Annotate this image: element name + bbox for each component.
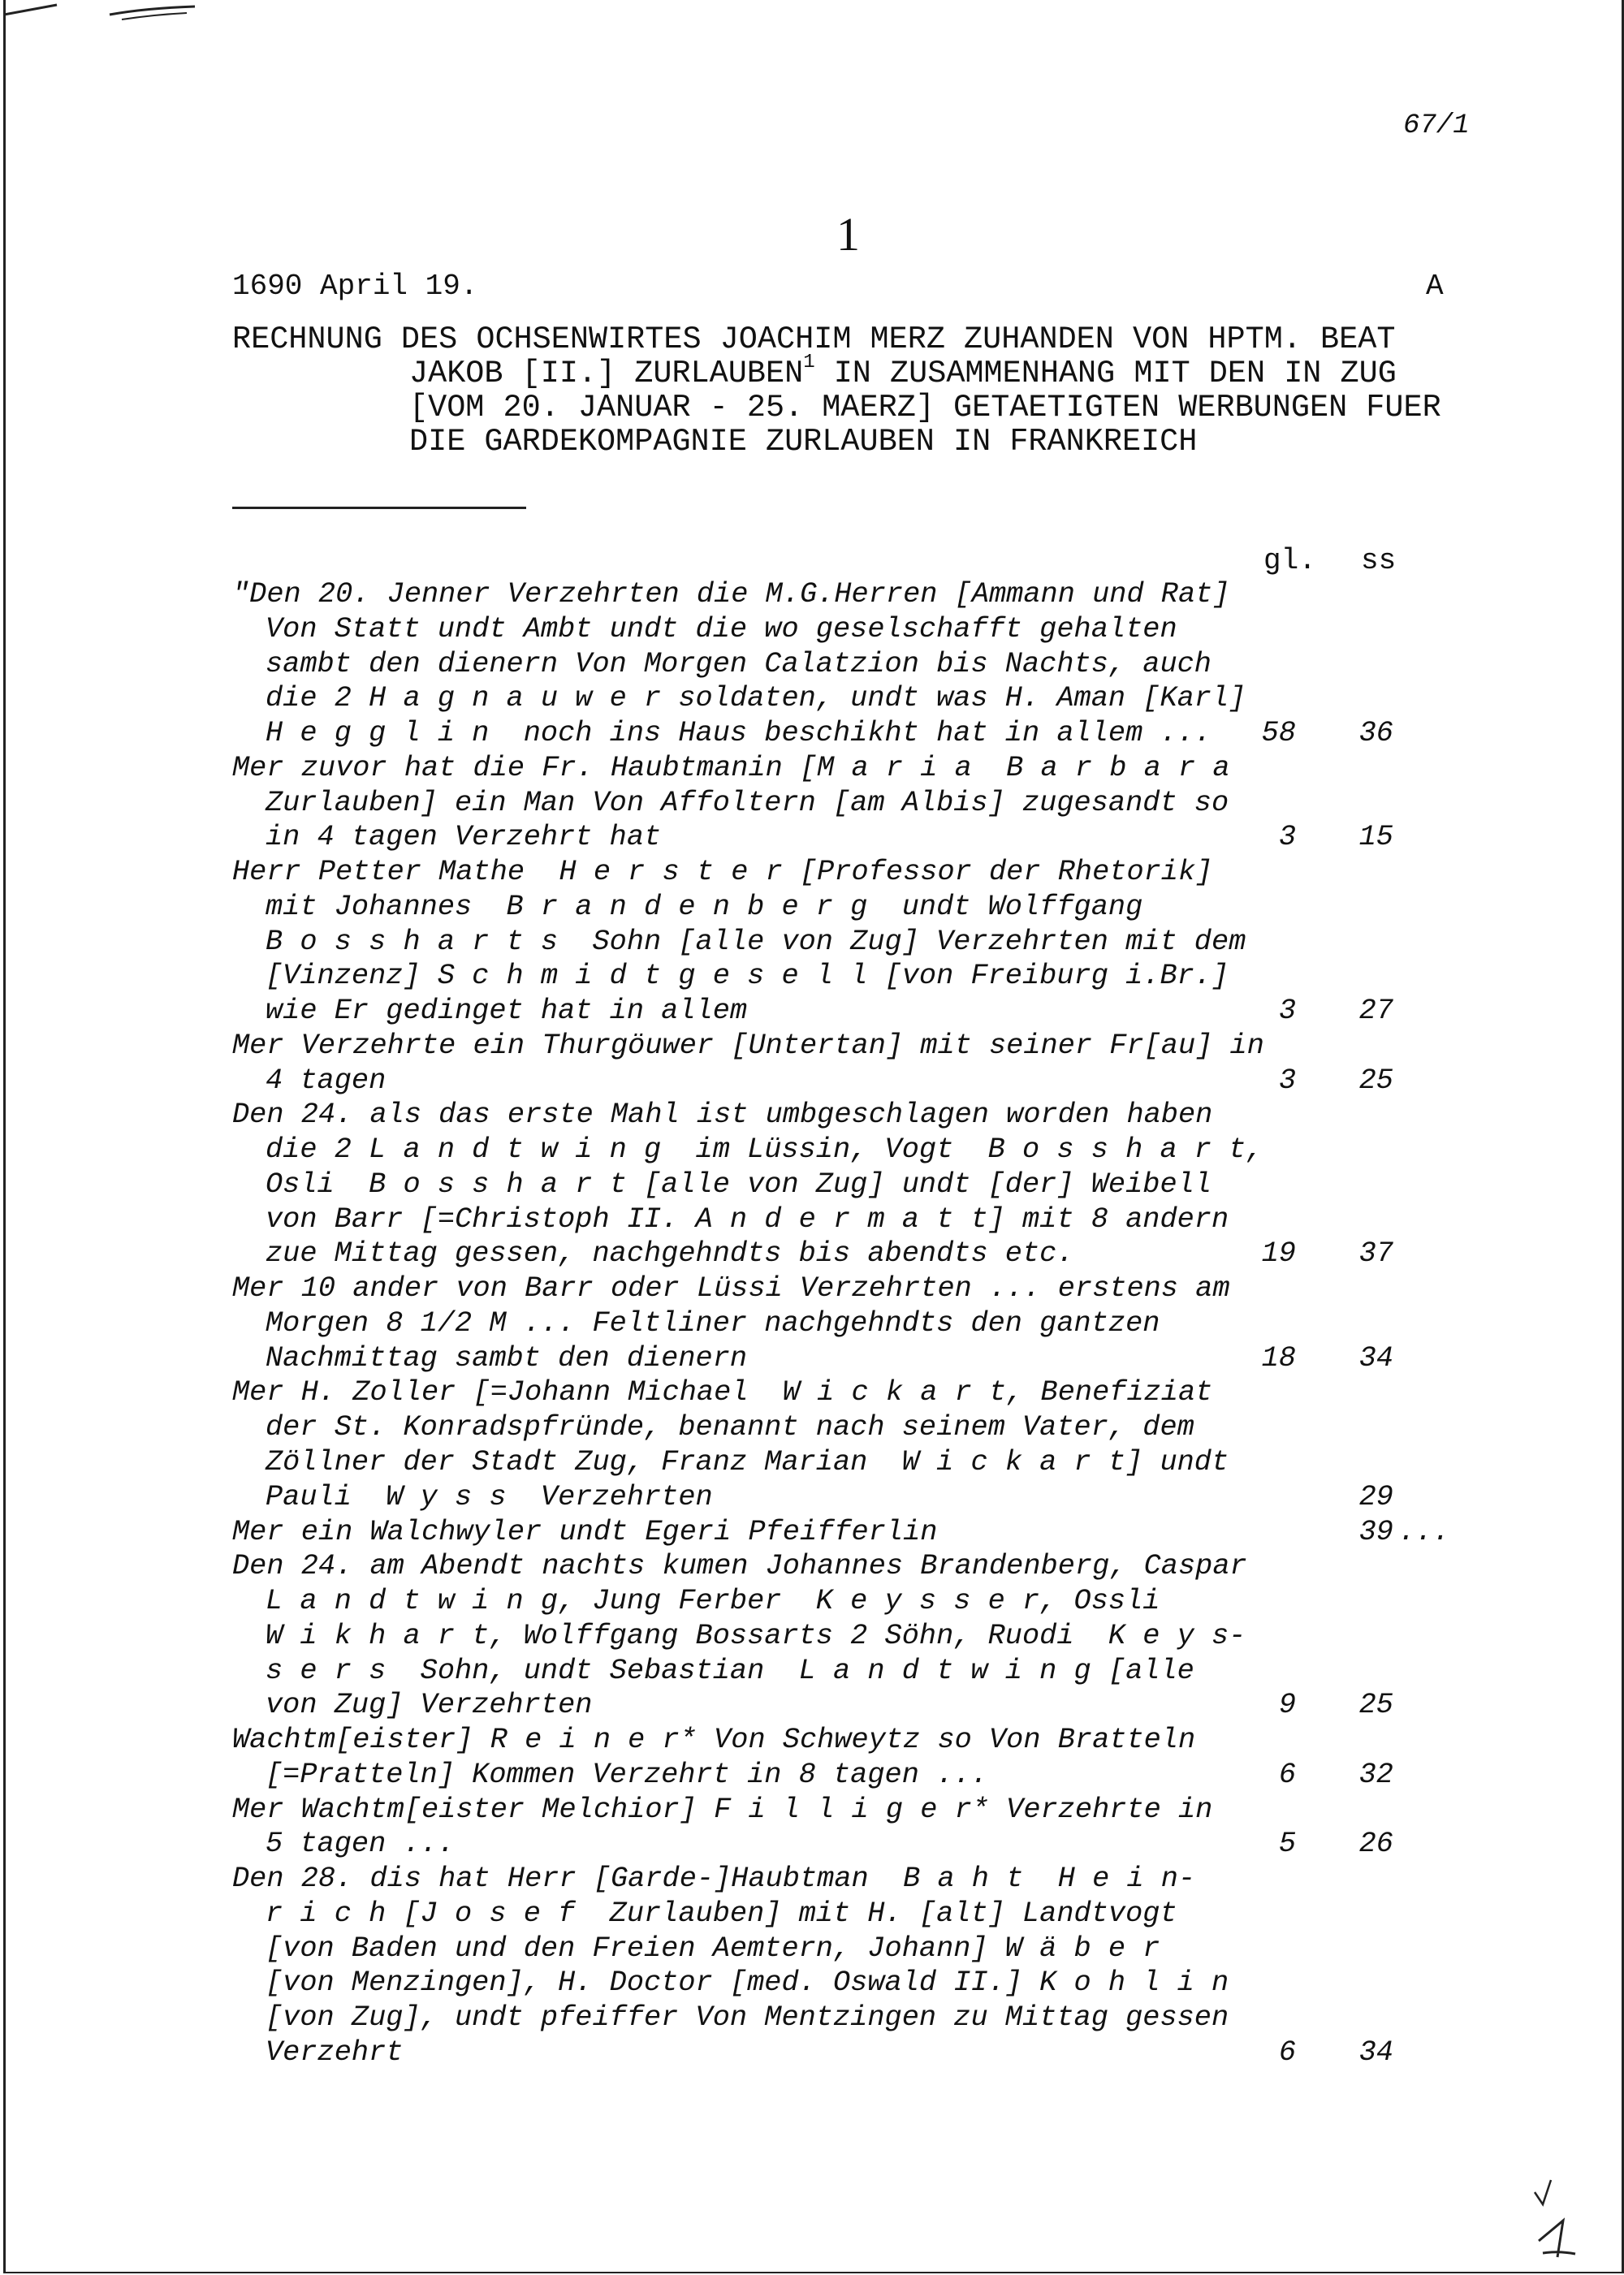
column-header-ss: ss <box>1361 544 1397 577</box>
entry-line <box>0 613 1624 647</box>
amount-gulden: 3 <box>1278 995 1296 1028</box>
amount-schilling: 32 <box>1358 1758 1393 1791</box>
entry-line <box>0 821 1624 855</box>
amount-gulden: 18 <box>1261 1341 1296 1375</box>
entry-line <box>0 717 1624 751</box>
entry-line <box>0 1724 1624 1758</box>
entry-line <box>0 1759 1624 1793</box>
entry-line <box>0 891 1624 925</box>
title-line <box>409 352 1397 391</box>
amount-schilling: 27 <box>1358 995 1393 1028</box>
entry-text: Mer 10 ander von Barr oder Lüssi Verzehrten ... erstens am <box>232 1272 1230 1306</box>
document-date: 1690 April 19. <box>232 270 478 303</box>
entry-line <box>0 1272 1624 1306</box>
entry-text: Den 24. als das erste Mahl ist umbgeschlagen worden haben <box>232 1099 1213 1132</box>
entry-text: zue Mittag gessen, nachgehndts bis abendts etc. <box>266 1237 1074 1271</box>
entry-line <box>0 1828 1624 1862</box>
entry-line <box>0 1376 1624 1410</box>
entry-text: Herr Petter Mathe H e r s t e r [Professor der Rhetorik] <box>232 856 1213 889</box>
entry-line <box>0 856 1624 890</box>
entry-text: Verzehrt <box>266 2035 404 2069</box>
entry-text: sambt den dienern Von Morgen Calatzion bis Nachts, auch <box>266 647 1212 680</box>
footnote-mark: 1 <box>803 352 815 373</box>
entry-line <box>0 787 1624 821</box>
amount-schilling: 26 <box>1358 1828 1393 1861</box>
title-line: RECHNUNG DES OCHSENWIRTES JOACHIM MERZ ZUHANDEN VON HPTM. BEAT <box>232 322 1396 357</box>
entry-line <box>0 2036 1624 2070</box>
entry-text: der St. Konradspfründe, benannt nach seinem Vater, dem <box>266 1411 1194 1444</box>
entry-text: Den 28. dis hat Herr [Garde-]Haubtman B a h t H e i n- <box>232 1863 1196 1896</box>
entry-line <box>0 1897 1624 1932</box>
entry-line <box>0 1585 1624 1619</box>
entry-line <box>0 1307 1624 1341</box>
amount-gulden: 6 <box>1278 1758 1296 1791</box>
entry-text: Morgen 8 1/2 M ... Feltliner nachgehndts den gantzen <box>266 1306 1160 1340</box>
entry-text: Osli B o s s h a r t [alle von Zug] undt [der] Weibell <box>266 1168 1212 1201</box>
entry-text: [von Menzingen], H. Doctor [med. Oswald II.] K o h l i n <box>266 1966 1229 2000</box>
entry-text: Nachmittag sambt den dienern <box>266 1341 748 1375</box>
amount-gulden: 5 <box>1278 1828 1296 1861</box>
entry-line <box>0 1411 1624 1445</box>
entry-text: 5 tagen ... <box>266 1828 455 1861</box>
entry-text: B o s s h a r t s Sohn [alle von Zug] Verzehrten mit dem <box>266 925 1246 958</box>
entry-text: Mer Wachtm[eister Melchior] F i l l i g e r* Verzehrte in <box>232 1793 1213 1826</box>
entry-line <box>0 1133 1624 1168</box>
entry-line <box>0 1932 1624 1966</box>
amount-schilling: 36 <box>1358 717 1393 750</box>
entry-line <box>0 682 1624 716</box>
folio-number: 67/1 <box>1403 110 1470 141</box>
entry-text: s e r s Sohn, undt Sebastian L a n d t w i n g [alle <box>266 1654 1194 1687</box>
entry-text: [von Zug], undt pfeiffer Von Mentzingen zu Mittag gessen <box>266 2001 1229 2035</box>
entry-text: Pauli W y s s Verzehrten <box>266 1480 713 1513</box>
entry-text: in 4 tagen Verzehrt hat <box>266 821 662 854</box>
entry-text: Mer zuvor hat die Fr. Haubtmanin [M a r i a B a r b a r a <box>232 751 1230 784</box>
entry-text: H e g g l i n noch ins Haus beschikht hat in allem ... <box>266 717 1212 750</box>
entry-line <box>0 1689 1624 1723</box>
amount-schilling: 15 <box>1358 821 1393 854</box>
title-text: JAKOB [II.] ZURLAUBEN <box>409 356 804 391</box>
entry-line <box>0 1342 1624 1376</box>
entry-text: [=Pratteln] Kommen Verzehrt in 8 tagen ... <box>266 1758 988 1791</box>
entry-line <box>0 1030 1624 1064</box>
entry-text: L a n d t w i n g, Jung Ferber K e y s s e r, Ossli <box>266 1585 1160 1618</box>
entry-line <box>0 1064 1624 1099</box>
entry-line <box>0 578 1624 612</box>
entry-line <box>0 1550 1624 1584</box>
amount-gulden: 6 <box>1278 2035 1296 2069</box>
amount-schilling: 34 <box>1358 2035 1393 2069</box>
entry-text: wie Er gedinget hat in allem <box>266 995 748 1028</box>
entry-line <box>0 926 1624 960</box>
entry-line <box>0 995 1624 1029</box>
entry-text: die 2 L a n d t w i n g im Lüssin, Vogt B o s s h a r t, <box>266 1133 1263 1167</box>
entry-text: r i c h [J o s e f Zurlauben] mit H. [alt] Landtvogt <box>266 1897 1177 1930</box>
entry-text: Mer ein Walchwyler undt Egeri Pfeifferlin <box>232 1515 938 1548</box>
title-line: [VOM 20. JANUAR - 25. MAERZ] GETAETIGTEN WERBUNGEN FUER <box>409 390 1441 425</box>
entry-line <box>0 1966 1624 2001</box>
entry-line <box>0 648 1624 682</box>
entry-line <box>0 1481 1624 1515</box>
amount-schilling: 29 <box>1358 1480 1393 1513</box>
entry-line <box>0 1168 1624 1202</box>
amount-schilling: 39 <box>1358 1515 1393 1548</box>
amount-gulden: 9 <box>1278 1689 1296 1722</box>
separator-rule <box>232 507 526 509</box>
amount-gulden: 19 <box>1261 1237 1296 1271</box>
amount-continuation: ... <box>1398 1515 1450 1548</box>
entry-text: "Den 20. Jenner Verzehrten die M.G.Herren [Ammann und Rat] <box>232 578 1230 611</box>
entry-text: Wachtm[eister] R e i n e r* Von Schweytz so Von Bratteln <box>232 1724 1196 1757</box>
entry-text: [von Baden und den Freien Aemtern, Johann] W ä b e r <box>266 1932 1160 1965</box>
entry-text: von Barr [=Christoph II. A n d e r m a t t] mit 8 andern <box>266 1202 1229 1236</box>
scribble-marks <box>0 0 211 24</box>
entry-text: Zurlauben] ein Man Von Affoltern [am Albis] zugesandt so <box>266 786 1229 819</box>
entry-text: [Vinzenz] S c h m i d t g e s e l l [von Freiburg i.Br.] <box>266 960 1229 993</box>
amount-gulden: 3 <box>1278 1064 1296 1097</box>
entry-line <box>0 1203 1624 1237</box>
entry-text: 4 tagen <box>266 1064 387 1097</box>
amount-schilling: 25 <box>1358 1689 1393 1722</box>
entry-text: Den 24. am Abendt nachts kumen Johannes Brandenberg, Caspar <box>232 1550 1247 1583</box>
entry-line <box>0 1516 1624 1550</box>
entry-text: mit Johannes B r a n d e n b e r g undt Wolffgang <box>266 890 1143 923</box>
entry-line <box>0 1237 1624 1271</box>
amount-schilling: 34 <box>1358 1341 1393 1375</box>
entry-text: Von Statt undt Ambt undt die wo geselschafft gehalten <box>266 612 1177 645</box>
amount-gulden: 58 <box>1261 717 1296 750</box>
document-number: 1 <box>836 208 860 261</box>
entry-line <box>0 1794 1624 1828</box>
entry-text: die 2 H a g n a u w e r soldaten, undt was H. Aman [Karl] <box>266 682 1246 715</box>
entry-text: W i k h a r t, Wolffgang Bossarts 2 Söhn, Ruodi K e y s- <box>266 1619 1246 1652</box>
amount-gulden: 3 <box>1278 821 1296 854</box>
document-letter: A <box>1426 270 1444 303</box>
entry-text: Mer H. Zoller [=Johann Michael W i c k a r t, Benefiziat <box>232 1376 1213 1409</box>
entry-line <box>0 1863 1624 1897</box>
entry-line <box>0 752 1624 786</box>
title-line: DIE GARDEKOMPAGNIE ZURLAUBEN IN FRANKREICH <box>409 424 1198 460</box>
handwritten-marks <box>1527 2176 1592 2265</box>
entry-line <box>0 960 1624 994</box>
entry-line <box>0 1620 1624 1654</box>
entry-line <box>0 1446 1624 1480</box>
entry-line <box>0 1099 1624 1133</box>
entry-text: von Zug] Verzehrten <box>266 1689 593 1722</box>
title-text: IN ZUSAMMENHANG MIT DEN IN ZUG <box>814 356 1397 391</box>
entry-line <box>0 2001 1624 2035</box>
entry-text: Mer Verzehrte ein Thurgöuwer [Untertan] mit seiner Fr[au] in <box>232 1029 1264 1062</box>
entry-line <box>0 1655 1624 1689</box>
amount-schilling: 37 <box>1358 1237 1393 1271</box>
entry-text: Zöllner der Stadt Zug, Franz Marian W i c k a r t] undt <box>266 1446 1229 1479</box>
amount-schilling: 25 <box>1358 1064 1393 1097</box>
column-header-gl: gl. <box>1263 544 1316 577</box>
